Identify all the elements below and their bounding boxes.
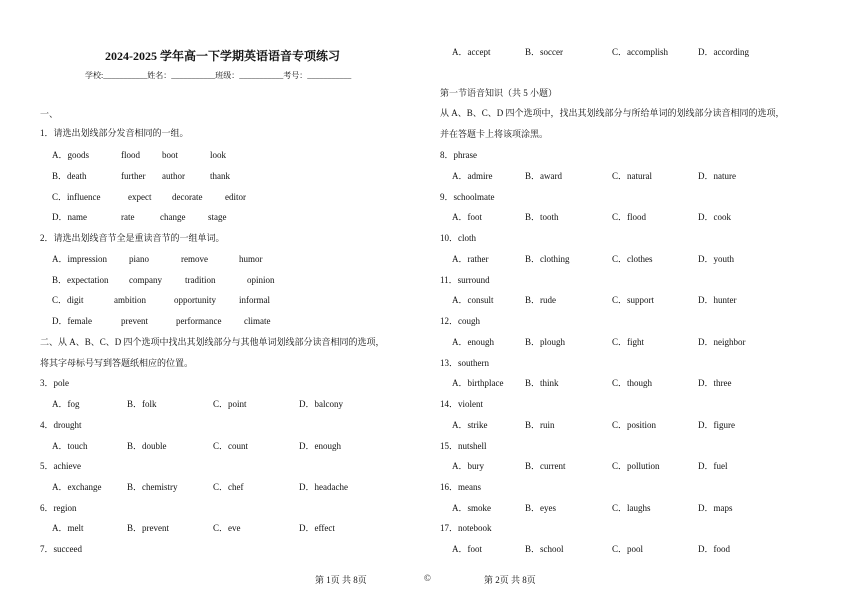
option-c: C．support [612,295,655,305]
exam-title: 2024-2025 学年高一下学期英语语音专项练习 [105,49,340,63]
question-13-stem: 13．southern [440,358,489,368]
option-b: B．tooth [525,212,559,222]
option-c: C．position [612,420,657,430]
question-15-stem: 15．nutshell [440,441,487,451]
question-8-options [452,170,852,182]
option-b: B．award [525,171,562,181]
question-9-stem: 9．schoolmate [440,192,495,202]
question-6-stem: 6．region [40,503,77,513]
question-9-options [452,211,852,223]
option-b: B．double [127,441,167,451]
option-a: A．foot [452,212,482,222]
option: humor [239,254,263,264]
option-c: C．flood [612,212,647,222]
option-d: D．hunter [698,295,737,305]
copyright-mark: © [424,573,431,583]
question-5-stem: 5．achieve [40,461,81,471]
option-d: D．maps [698,503,733,513]
option-b: B．school [525,544,564,554]
option: prevent [121,316,148,326]
option: further [121,171,146,181]
question-7-options [452,46,852,58]
option: boot [162,150,179,160]
option-b: B．current [525,461,566,471]
option-c: C．accomplish [612,47,668,57]
option-a: A．foot [452,544,482,554]
page-1-footer: 第 1页 共 8页 [315,575,367,585]
student-info-line: 学校:___________姓名：___________班级：___________考号：___________ [85,71,352,80]
option-d: D．cook [698,212,731,222]
option: look [210,150,227,160]
option-b: B．eyes [525,503,556,513]
option-c: C．count [213,441,248,451]
question-1-row-d [52,211,422,223]
question-2-row-c [52,294,422,306]
section-1-heading: 一、 [40,109,59,119]
option-b: B．clothing [525,254,570,264]
option: B．death [52,171,87,181]
question-14-options [452,419,852,431]
question-3-options [52,398,422,410]
option-b: B．think [525,378,559,388]
option-a: A．enough [452,337,494,347]
option-a: A．melt [52,523,84,533]
question-13-options [452,377,852,389]
option-a: A．accept [452,47,491,57]
option-c: C．chef [213,482,244,492]
question-11-options [452,294,852,306]
question-4-options [52,440,422,452]
option: C．influence [52,192,101,202]
option-d: D．enough [299,441,341,451]
question-1-row-a [52,149,422,161]
option-b: B．soccer [525,47,563,57]
option: rate [121,212,135,222]
question-12-options [452,336,852,348]
option-b: B．chemistry [127,482,178,492]
section-3-heading: 第一节语音知识（共 5 小题） [440,88,558,98]
option-a: A．consult [452,295,494,305]
option: editor [225,192,246,202]
option-a: A．bury [452,461,484,471]
option-a: A．rather [452,254,489,264]
option-c: C．point [213,399,247,409]
question-12-stem: 12．cough [440,316,480,326]
instruction-line-2: 并在答题卡上将该项涂黑。 [440,129,549,139]
question-3-stem: 3．pole [40,378,69,388]
question-2-row-b [52,274,422,286]
option: author [162,171,185,181]
question-16-stem: 16．means [440,482,481,492]
option: piano [129,254,149,264]
option-c: C．eve [213,523,241,533]
option-d: D．three [698,378,732,388]
option: change [160,212,186,222]
option: thank [210,171,230,181]
question-2-row-a [52,253,422,265]
option-c: C．pollution [612,461,660,471]
option-a: A．smoke [452,503,491,513]
option: B．expectation [52,275,109,285]
option: flood [121,150,140,160]
option: tradition [185,275,216,285]
option-d: D．effect [299,523,335,533]
option-b: B．folk [127,399,157,409]
question-17-options [452,543,852,555]
page-2-footer: 第 2页 共 8页 [484,575,536,585]
option-d: D．nature [698,171,736,181]
option-c: C．clothes [612,254,653,264]
option-d: D．figure [698,420,735,430]
option-d: D．fuel [698,461,728,471]
option-c: C．pool [612,544,644,554]
question-16-options [452,502,852,514]
question-11-stem: 11．surround [440,275,490,285]
option: opportunity [174,295,216,305]
option-d: D．neighbor [698,337,746,347]
question-2-stem: 2．请选出划线音节全是重读音节的一组单词。 [40,233,225,243]
option-a: A．fog [52,399,80,409]
question-14-stem: 14．violent [440,399,483,409]
option: performance [176,316,222,326]
instruction-line-1: 从 A、B、C、D 四个选项中，找出其划线部分与所给单词的划线部分读音相同的选项， [440,108,785,118]
option-a: A．strike [452,420,488,430]
option-d: D．balcony [299,399,343,409]
option: A．impression [52,254,107,264]
question-1-row-b [52,170,422,182]
question-10-options [452,253,852,265]
option-d: D．according [698,47,749,57]
question-5-options [52,481,422,493]
option-c: C．laughs [612,503,651,513]
question-1-row-c [52,191,422,203]
option: expect [128,192,152,202]
option: C．digit [52,295,84,305]
option: ambition [114,295,146,305]
option: climate [244,316,271,326]
option: remove [181,254,208,264]
option: D．female [52,316,92,326]
option-c: C．though [612,378,653,388]
option-a: A．birthplace [452,378,504,388]
question-8-stem: 8．phrase [440,150,477,160]
question-6-options [52,522,422,534]
option-d: D．headache [299,482,348,492]
option: opinion [247,275,275,285]
option-d: D．food [698,544,730,554]
question-7-stem: 7．succeed [40,544,82,554]
option-c: C．fight [612,337,645,347]
question-10-stem: 10．cloth [440,233,476,243]
option: company [129,275,162,285]
option-a: A．admire [452,171,493,181]
question-4-stem: 4．drought [40,420,82,430]
option: A．goods [52,150,90,160]
option-b: B．prevent [127,523,169,533]
option-a: A．touch [52,441,88,451]
option-b: B．plough [525,337,566,347]
option-c: C．natural [612,171,652,181]
section-2-line-2: 将其字母标号写到答题纸相应的位置。 [40,358,194,368]
question-17-stem: 17．notebook [440,523,492,533]
option-b: B．ruin [525,420,555,430]
section-2-line-1: 二、从 A、B、C、D 四个选项中找出其划线部分与其他单词划线部分读音相同的选项， [40,337,385,347]
option: stage [208,212,227,222]
question-15-options [452,460,852,472]
question-2-row-d [52,315,422,327]
option-d: D．youth [698,254,735,264]
option-b: B．rude [525,295,556,305]
option: informal [239,295,270,305]
option: decorate [172,192,203,202]
option: D．name [52,212,87,222]
question-1-stem: 1．请选出划线部分发音相同的一组。 [40,128,189,138]
option-a: A．exchange [52,482,102,492]
